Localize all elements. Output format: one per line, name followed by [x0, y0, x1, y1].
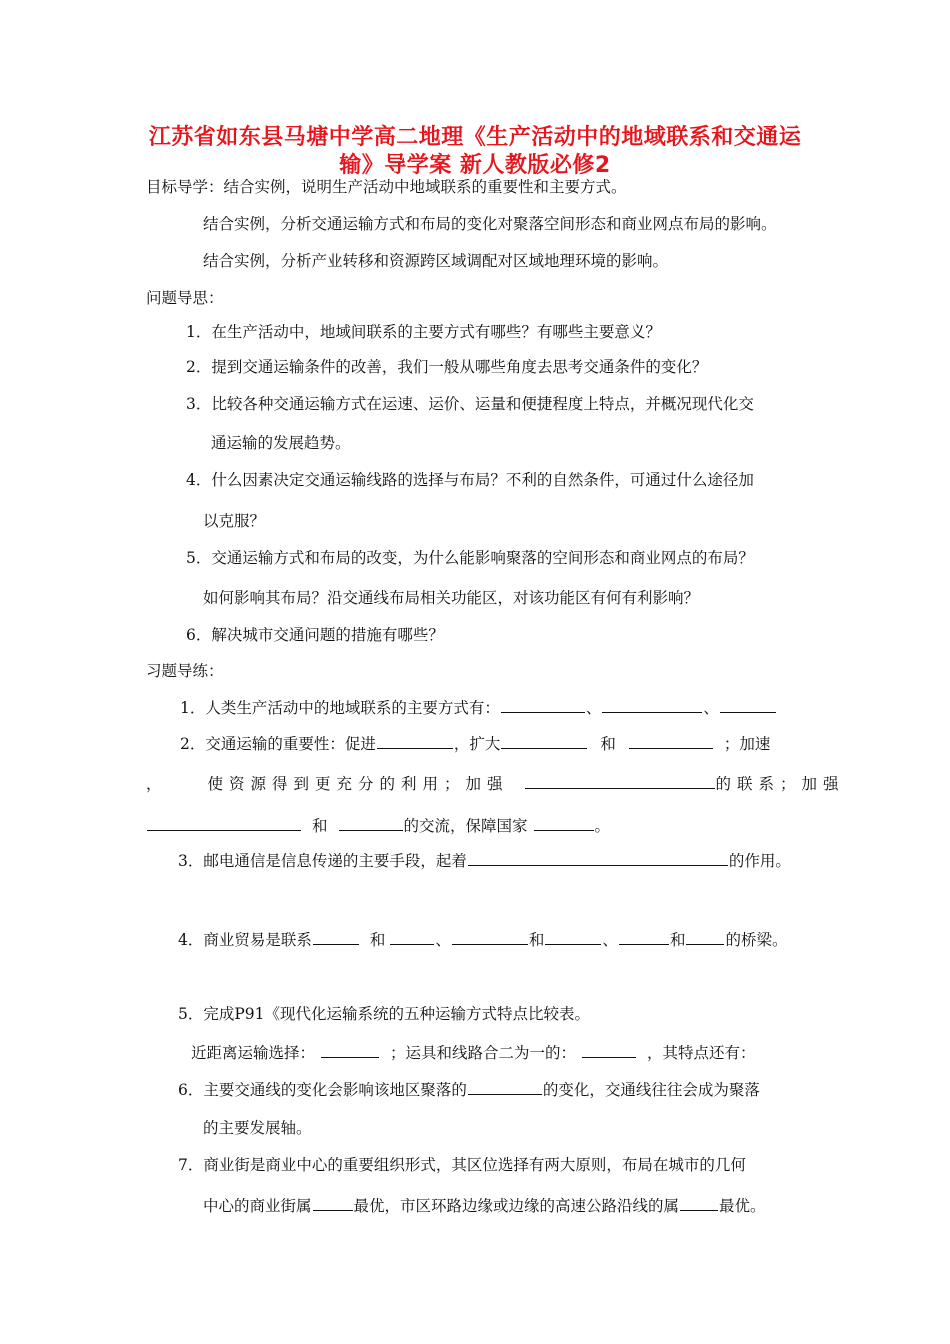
text-fragment: ，扩大	[453, 735, 501, 753]
answer-blank[interactable]	[313, 1195, 353, 1211]
answer-blank[interactable]	[525, 773, 715, 789]
goals-label: 目标导学：	[146, 178, 224, 196]
answer-blank[interactable]	[501, 697, 585, 713]
answer-blank[interactable]	[582, 1042, 636, 1058]
text-fragment: 使资源得到更充分的利用；加强	[207, 775, 509, 793]
answer-blank[interactable]	[680, 1195, 718, 1211]
exercise-2-line-1	[180, 733, 770, 754]
text-fragment: ；加速	[723, 735, 771, 753]
exercise-1-text: 1．人类生产活动中的地域联系的主要方式有：	[180, 699, 500, 717]
exercise-4	[178, 929, 787, 950]
goal-1-text: 结合实例，说明生产活动中地域联系的重要性和主要方式。	[223, 178, 627, 196]
exercise-3	[178, 850, 791, 871]
question-2: 2．提到交通运输条件的改善，我们一般从哪些角度去思考交通条件的变化？	[186, 358, 708, 376]
exercise-4-text: 4．商业贸易是联系	[178, 931, 312, 949]
answer-blank[interactable]	[468, 850, 728, 866]
text-fragment: 和	[312, 817, 328, 835]
text-fragment: 的联系；加强	[715, 775, 845, 793]
exercise-2-text: 2．交通运输的重要性：促进	[180, 735, 376, 753]
text-fragment: 的变化，交通线往往会成为聚落	[542, 1081, 760, 1099]
exercise-2-line-2	[146, 773, 845, 794]
text-fragment: ，	[146, 775, 162, 793]
answer-blank[interactable]	[452, 929, 528, 945]
answer-blank[interactable]	[686, 929, 724, 945]
exercise-5-sub	[191, 1042, 756, 1063]
answer-blank[interactable]	[619, 929, 669, 945]
question-6: 6．解决城市交通问题的措施有哪些？	[186, 626, 444, 644]
text-fragment: 近距离运输选择：	[191, 1044, 316, 1062]
answer-blank[interactable]	[545, 929, 601, 945]
text-fragment: 最优，市区环路边缘或边缘的高速公路沿线的属	[353, 1197, 680, 1215]
goal-2: 结合实例，分析交通运输方式和布局的变化对聚落空间形态和商业网点布局的影响。	[203, 215, 777, 233]
question-4-line-2: 以克服？	[203, 512, 266, 530]
answer-blank[interactable]	[629, 733, 713, 749]
separator: 、	[602, 931, 618, 949]
text-fragment: 中心的商业街属	[203, 1197, 312, 1215]
text-fragment: 的作用。	[728, 852, 791, 870]
exercise-7-line-1: 7．商业街是商业中心的重要组织形式，其区位选择有两大原则，布局在城市的几何	[178, 1156, 746, 1174]
text-fragment: 。	[594, 817, 611, 835]
exercise-7-line-2	[203, 1195, 766, 1216]
text-fragment: ；运具和线路合二为一的：	[390, 1044, 577, 1062]
separator: 、	[435, 931, 451, 949]
text-fragment: 和	[669, 931, 686, 949]
question-3-line-2: 通运输的发展趋势。	[211, 434, 351, 452]
text-fragment: 和	[600, 735, 616, 753]
question-1: 1．在生产活动中，地域间联系的主要方式有哪些？有哪些主要意义？	[186, 323, 661, 341]
question-5-line-1: 5．交通运输方式和布局的改变，为什么能影响聚落的空间形态和商业网点的布局？	[186, 549, 754, 567]
exercises-label: 习题导练：	[146, 662, 224, 680]
exercise-2-line-3	[146, 815, 610, 836]
question-4-line-1: 4．什么因素决定交通运输线路的选择与布局？不利的自然条件，可通过什么途径加	[186, 471, 754, 489]
answer-blank[interactable]	[377, 733, 453, 749]
answer-blank[interactable]	[390, 929, 434, 945]
separator: 、	[585, 699, 602, 717]
answer-blank[interactable]	[147, 815, 301, 831]
answer-blank[interactable]	[468, 1079, 542, 1095]
answer-blank[interactable]	[339, 815, 403, 831]
goal-1	[146, 177, 627, 197]
answer-blank[interactable]	[321, 1042, 379, 1058]
title-line-2: 输》导学案 新人教版必修2	[339, 153, 611, 178]
text-fragment: 的交流，保障国家	[403, 817, 528, 835]
goal-3: 结合实例，分析产业转移和资源跨区域调配对区域地理环境的影响。	[203, 252, 669, 270]
text-fragment: 最优。	[719, 1197, 766, 1215]
text-fragment: 的桥梁。	[725, 931, 788, 949]
questions-label: 问题导思：	[146, 289, 224, 307]
exercise-3-text: 3．邮电通信是信息传递的主要手段，起着	[178, 852, 467, 870]
text-fragment: ，其特点还有：	[647, 1044, 756, 1062]
separator: 、	[703, 699, 719, 717]
answer-blank[interactable]	[602, 697, 702, 713]
answer-blank[interactable]	[534, 815, 594, 831]
exercise-5: 5．完成P91《现代化运输系统的五种运输方式特点比较表。	[178, 1005, 591, 1023]
question-3-line-1: 3．比较各种交通运输方式在运速、运价、运量和便捷程度上特点，并概况现代化交	[186, 395, 754, 413]
exercise-6-line-1	[178, 1079, 760, 1100]
exercise-1	[180, 697, 777, 718]
text-fragment: 和	[528, 931, 545, 949]
text-fragment: 和	[369, 931, 386, 949]
title-line-1: 江苏省如东县马塘中学高二地理《生产活动中的地域联系和交通运	[148, 125, 802, 150]
answer-blank[interactable]	[720, 697, 776, 713]
exercise-6-text: 6．主要交通线的变化会影响该地区聚落的	[178, 1081, 467, 1099]
answer-blank[interactable]	[313, 929, 359, 945]
answer-blank[interactable]	[501, 733, 587, 749]
question-5-line-2: 如何影响其布局？沿交通线布局相关功能区，对该功能区有何有利影响？	[203, 589, 700, 607]
exercise-6-line-2: 的主要发展轴。	[203, 1119, 312, 1137]
